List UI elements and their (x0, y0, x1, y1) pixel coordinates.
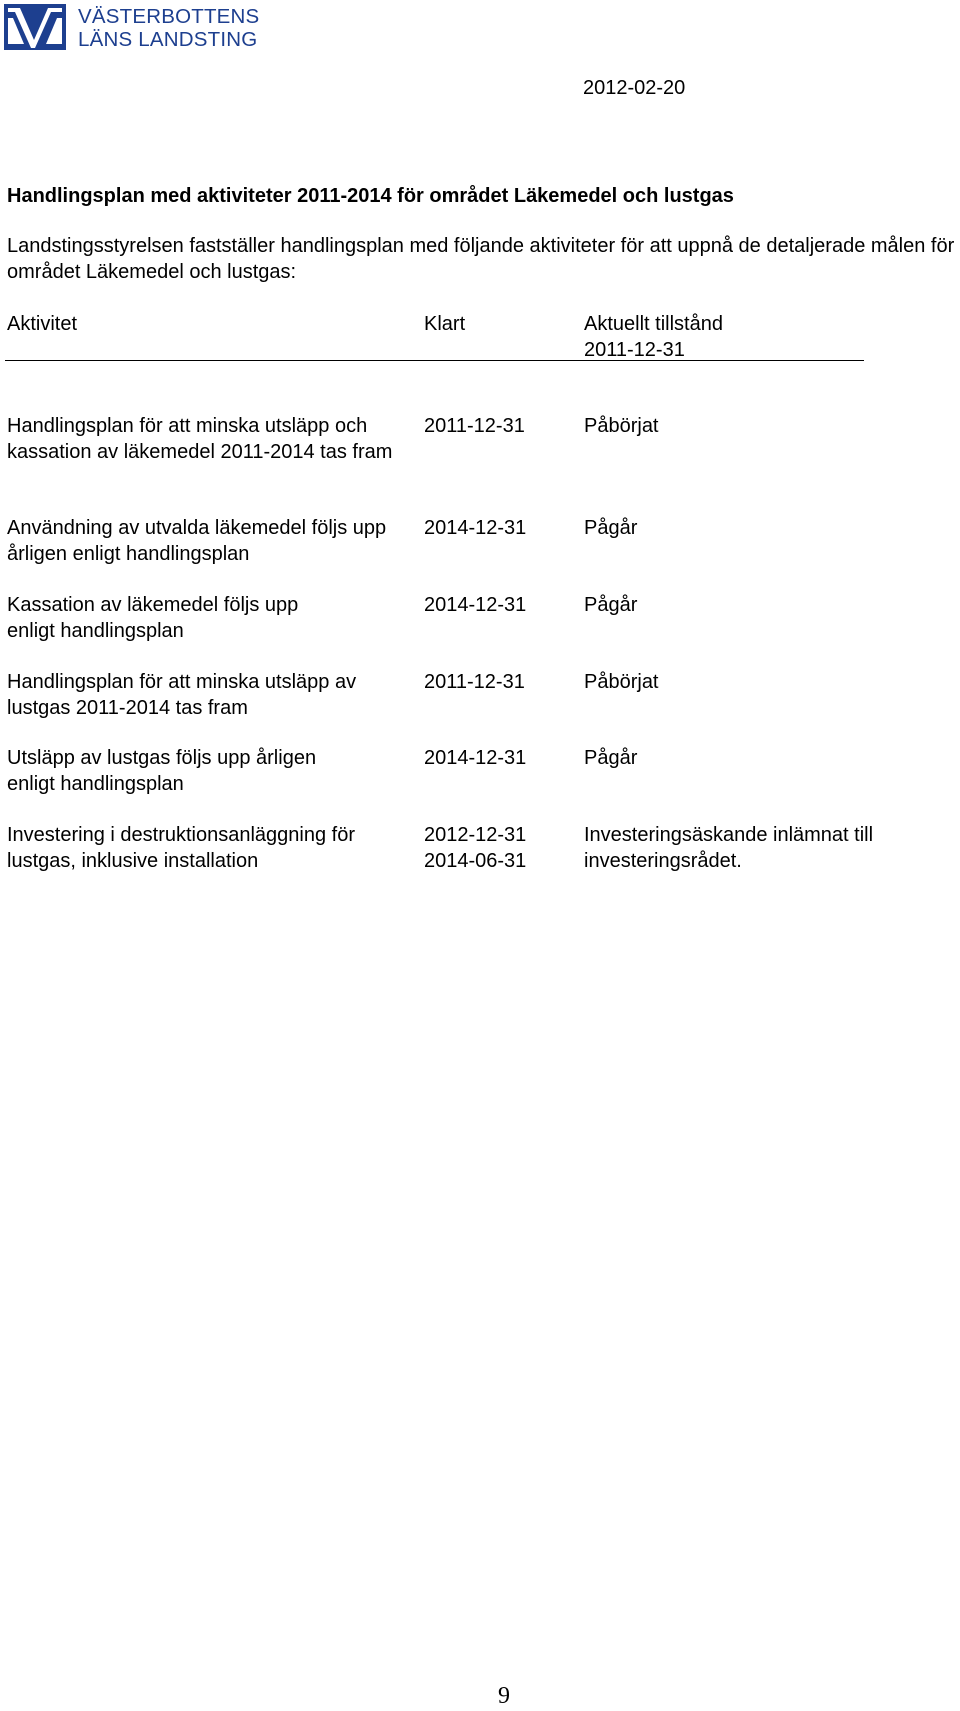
row-activity: Kassation av läkemedel följs upp enligt handlingsplan (7, 594, 299, 642)
header-activity: Aktivitet (7, 313, 78, 335)
row-activity: Användning av utvalda läkemedel följs upp årligen enligt handlingsplan (7, 517, 387, 565)
row-status: Påbörjat (584, 415, 659, 437)
row-status: Pågår (584, 594, 638, 616)
logo-line-1: VÄSTERBOTTENS (78, 5, 260, 28)
header-status-date: 2011-12-31 (584, 339, 685, 361)
row-activity: Handlingsplan för att minska utsläpp och kassation av läkemedel 2011-2014 tas fram (7, 415, 393, 463)
row-status: Pågår (584, 517, 638, 539)
header-done: Klart (424, 313, 466, 335)
logo-line-2: LÄNS LANDSTING (78, 28, 258, 51)
row-activity: Handlingsplan för att minska utsläpp av lustgas 2011-2014 tas fram (7, 671, 357, 719)
intro-paragraph: Landstingsstyrelsen fastställer handlingsplan med följande aktiviteter för att uppnå de detaljerade målen för området Läkemedel och lustgas: (7, 235, 955, 283)
row-done: 2014-12-31 (424, 747, 527, 769)
row-done: 2011-12-31 (424, 671, 525, 693)
row-done: 2014-12-31 (424, 594, 527, 616)
row-done: 2012-12-31 2014-06-31 (424, 824, 527, 872)
row-activity: Utsläpp av lustgas följs upp årligen enligt handlingsplan (7, 747, 317, 795)
document-title: Handlingsplan med aktiviteter 2011-2014 för området Läkemedel och lustgas (7, 185, 734, 207)
row-done: 2011-12-31 (424, 415, 525, 437)
row-status: Investeringsäskande inlämnat till investeringsrådet. (584, 824, 874, 872)
row-activity: Investering i destruktionsanläggning för lustgas, inklusive installation (7, 824, 355, 872)
logo (4, 4, 259, 51)
header-status-label: Aktuellt tillstånd (584, 313, 723, 335)
row-status: Påbörjat (584, 671, 659, 693)
row-done: 2014-12-31 (424, 517, 527, 539)
logo-text (78, 5, 259, 51)
header-rule (5, 360, 864, 361)
landsting-logo-icon (4, 4, 66, 50)
header-status (584, 311, 723, 363)
page-number: 9 (498, 1683, 510, 1709)
row-status: Pågår (584, 747, 638, 769)
document-date: 2012-02-20 (583, 77, 686, 99)
